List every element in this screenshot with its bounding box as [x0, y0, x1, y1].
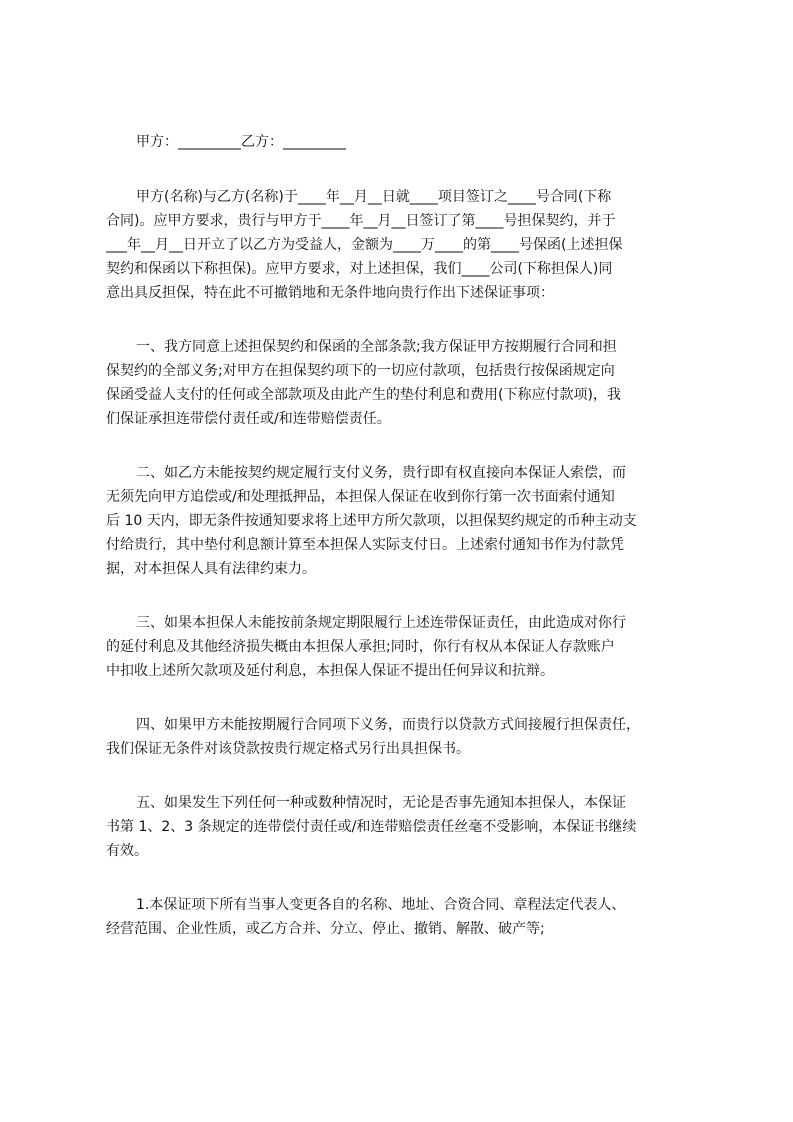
- clause-1-paragraph: [106, 335, 700, 431]
- intro-line: 契约和保函以下称担保)。应甲方要求，对上述担保，我们____公司(下称担保人)同: [106, 261, 613, 277]
- parties-text: 甲方：_________乙方：_________: [136, 134, 346, 150]
- clause-2-line: 后 10 天内，即无条件按通知要求将上述甲方所欠款项，以担保契约规定的币种主动支: [106, 513, 637, 529]
- clause-2-line: 据，对本担保人具有法律约束力。: [106, 561, 316, 577]
- clause-2-line: 付给贵行，其中垫付利息额计算至本担保人实际支付日。上述索付通知书作为付款凭: [106, 537, 624, 553]
- intro-line: 意出具反担保，特在此不可撤销地和无条件地向贵行作出下述保证事项：: [106, 285, 554, 301]
- intro-line: ___年__月__日开立了以乙方为受益人，金额为____万____的第____号保函(上述担保: [106, 237, 623, 253]
- intro-paragraph: [106, 185, 700, 305]
- clause-3-paragraph: [106, 611, 700, 683]
- clause-2-line: 无须先向甲方追偿或/和处理抵押品，本担保人保证在收到你行第一次书面索付通知: [106, 489, 615, 505]
- clause-3-line: 三、如果本担保人未能按前条规定期限履行上述连带保证责任，由此造成对你行: [136, 615, 626, 631]
- clause-4-line: 四、如果甲方未能按期履行合同项下义务，而贵行以贷款方式间接履行担保责任，: [136, 717, 640, 733]
- clause-5-line: 书第 1、2、3 条规定的连带偿付责任或/和连带赔偿责任丝毫不受影响，本保证书继续: [106, 819, 637, 835]
- clause-5-line: 有效。: [106, 843, 148, 859]
- clause-3-line: 的延付利息及其他经济损失概由本担保人承担;同时，你行有权从本保证人存款账户: [106, 639, 615, 655]
- clause-4-paragraph: [106, 713, 700, 761]
- item-1-line: 经营范围、企业性质，或乙方合并、分立、停止、撤销、解散、破产等;: [106, 921, 545, 937]
- clause-1-line: 一、我方同意上述担保契约和保函的全部条款;我方保证甲方按期履行合同和担: [136, 339, 617, 355]
- intro-line: 甲方(名称)与乙方(名称)于____年__月__日就____项目签订之____号合同(下称: [136, 189, 612, 205]
- parties-line: [106, 130, 700, 154]
- clause-2-paragraph: [106, 461, 700, 581]
- clause-1-line: 保契约的全部义务;对甲方在担保契约项下的一切应付款项，包括贵行按保函规定向: [106, 363, 615, 379]
- clause-5-paragraph: [106, 791, 700, 863]
- clause-5-line: 五、如果发生下列任何一种或数种情况时，无论是否事先通知本担保人，本保证: [136, 795, 626, 811]
- intro-line: 合同)。应甲方要求，贵行与甲方于____年__月__日签订了第____号担保契约，并于: [106, 213, 616, 229]
- clause-4-line: 我们保证无条件对该贷款按贵行规定格式另行出具担保书。: [106, 741, 470, 757]
- clause-1-line: 们保证承担连带偿付责任或/和连带赔偿责任。: [106, 411, 391, 427]
- clause-2-line: 二、如乙方未能按契约规定履行支付义务，贵行即有权直接向本保证人索偿，而: [136, 465, 626, 481]
- item-1-line: 1.本保证项下所有当事人变更各自的名称、地址、合资合同、章程法定代表人、: [136, 897, 626, 913]
- document-body: [106, 130, 700, 941]
- clause-3-line: 中扣收上述所欠款项及延付利息，本担保人保证不提出任何异议和抗辩。: [106, 663, 554, 679]
- item-1-paragraph: [106, 893, 700, 941]
- clause-1-line: 保函受益人支付的任何或全部款项及由此产生的垫付利息和费用(下称应付款项)，我: [106, 387, 621, 403]
